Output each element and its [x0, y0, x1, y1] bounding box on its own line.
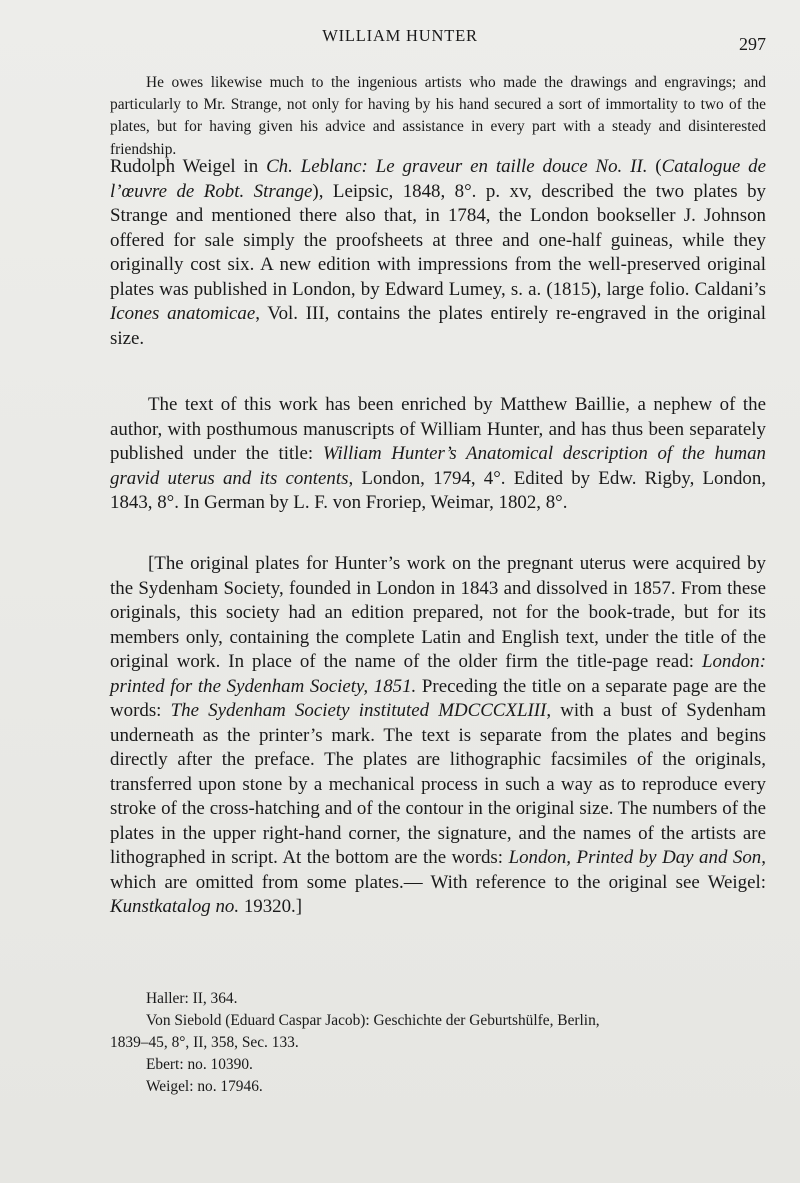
- text-span: , which are omitted from some plates.— With reference to the original see Weigel:: [110, 847, 766, 893]
- paragraph-text-baillie: [110, 393, 766, 516]
- italic-title: London: printed for the Sydenham Society, 1851.: [110, 651, 766, 697]
- italic-title: Catalogue de l’œuvre de Robt. Strange: [110, 156, 767, 202]
- reference-siebold-line1: Von Siebold (Eduard Caspar Jacob): Geschichte der Geburtshülfe, Berlin,: [146, 1012, 600, 1029]
- text-span: The text of this work has been enriched by Matthew Baillie, a nephew of the author, with posthumous manuscripts of William Hunter, and has thus been separately published under the title:: [110, 394, 766, 464]
- paragraph-weigel-text: [110, 155, 766, 351]
- text-span: , London, 1794, 4°. Edited by Edw. Rigby, London, 1843, 8°. In German by L. F. von Froriep, Weimar, 1802, 8°.: [110, 467, 766, 513]
- text-span: , Vol. III, contains the plates entirely re-engraved in the original size.: [110, 303, 766, 349]
- reference-haller: Haller: II, 364.: [146, 990, 238, 1007]
- text-span: ), Leipsic, 1848, 8°. p. xv, described the two plates by Strange and mentioned there also that, in 1784, the London bookseller J. Johnson offered for sale simply the proofsheets at three and one-half guineas, while they originally cost six. A new edition with impressions from the well-preserved original plates was published in London, by Edward Lumey, s. a. (1815), large folio. Caldani’s: [110, 180, 767, 300]
- references-list: [110, 988, 766, 1098]
- paragraph-baillie-text: [110, 393, 766, 516]
- italic-title: Ch. Leblanc: Le graveur en taille douce No. II.: [266, 156, 648, 177]
- paragraph-weigel: [110, 155, 766, 351]
- text-span: Rudolph Weigel in: [110, 156, 267, 177]
- running-head: WILLIAM HUNTER: [322, 26, 478, 45]
- page-number: 297: [739, 34, 766, 54]
- paragraph-sydenham-text: [110, 552, 766, 920]
- italic-title: London, Printed by Day and Son: [508, 847, 762, 868]
- text-span: 19320.]: [239, 896, 303, 917]
- quote-block: [110, 72, 766, 161]
- italic-title: William Hunter’s Anatomical description of the human gravid uterus and its contents: [110, 443, 766, 489]
- italic-title: Icones anatomicae: [110, 303, 256, 324]
- reference-weigel: Weigel: no. 17946.: [146, 1078, 263, 1095]
- paragraph-sydenham: [110, 552, 766, 920]
- italic-title: The Sydenham Society instituted MDCCCXLIII: [170, 700, 547, 721]
- reference-ebert: Ebert: no. 10390.: [146, 1056, 253, 1073]
- text-span: (: [647, 156, 662, 177]
- italic-title: Kunstkatalog no.: [110, 896, 240, 917]
- text-span: [The original plates for Hunter’s work on the pregnant uterus were acquired by the Sydenham Society, founded in London in 1843 and dissolved in 1857. From these originals, this society had an edition prepared, not for the book-trade, but for its members only, containing the complete Latin and English text, under the title of the original work. In place of the name of the older firm the title-page read:: [110, 553, 766, 672]
- quote-paragraph: He owes likewise much to the ingenious artists who made the drawings and engravings; and particularly to Mr. Strange, not only for having by his hand secured a sort of immortality to two of the plates, but for having given his advice and assistance in every part with a steady and disinterested friendship.: [110, 74, 766, 158]
- text-span: Preceding the title on a separate page are the words:: [110, 675, 767, 721]
- text-span: , with a bust of Sydenham underneath as the printer’s mark. The text is separate from the plates and begins directly after the preface. The plates are lithographic facsimiles of the originals, transferred upon stone by a mechanical process in such a way as to reproduce every stroke of the cross-hatching and of the contour in the original size. The numbers of the plates in the upper right-hand corner, the signature, and the names of the artists are lithographed in script. At the bottom are the words:: [110, 700, 766, 868]
- reference-siebold-line2: 1839–45, 8°, II, 358, Sec. 133.: [110, 1034, 299, 1051]
